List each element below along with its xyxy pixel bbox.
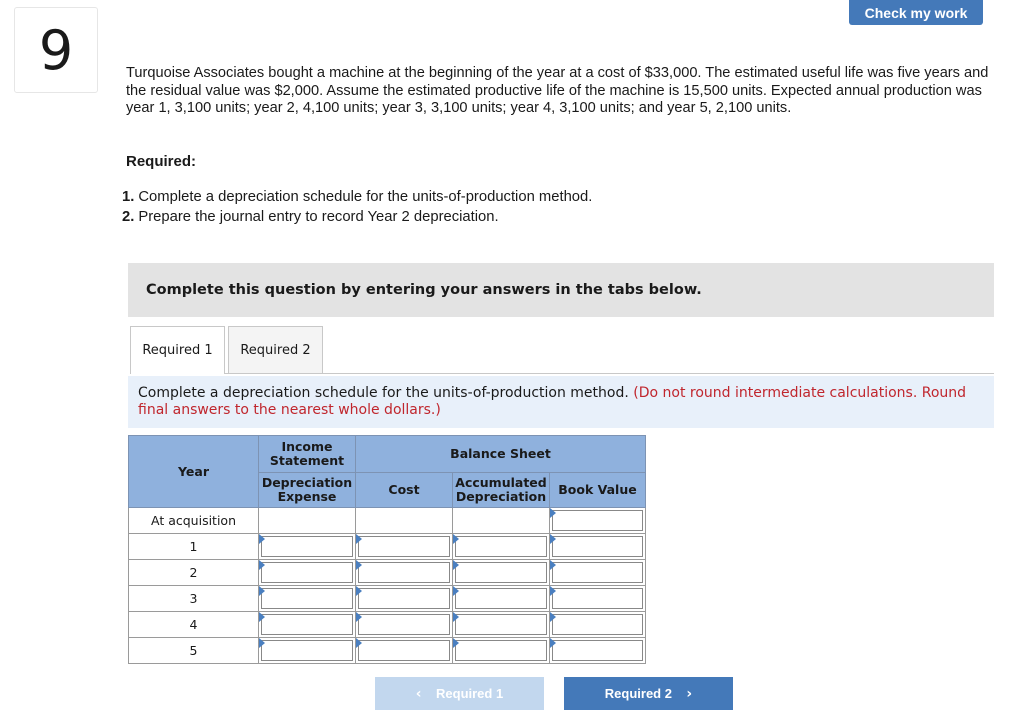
input-box[interactable] xyxy=(261,614,353,635)
cost-input[interactable] xyxy=(356,638,453,664)
tab-divider xyxy=(225,373,994,374)
depreciation-expense-input[interactable] xyxy=(259,586,356,612)
input-marker-icon xyxy=(550,638,556,648)
input-marker-icon xyxy=(356,560,362,570)
empty-cell xyxy=(356,508,453,534)
header-income-statement: Income Statement xyxy=(259,436,356,473)
header-cost: Cost xyxy=(356,473,453,508)
input-marker-icon xyxy=(550,534,556,544)
table-row xyxy=(129,508,646,534)
chevron-left-icon: ‹ xyxy=(415,685,422,702)
input-marker-icon xyxy=(259,638,265,648)
check-my-work-button[interactable]: Check my work xyxy=(849,0,983,25)
input-box[interactable] xyxy=(261,536,353,557)
depreciation-expense-input[interactable] xyxy=(259,612,356,638)
input-marker-icon xyxy=(259,586,265,596)
accumulated-depreciation-input[interactable] xyxy=(453,586,550,612)
year-cell: 1 xyxy=(129,534,259,560)
input-marker-icon xyxy=(550,560,556,570)
header-balance-sheet: Balance Sheet xyxy=(356,436,646,473)
input-marker-icon xyxy=(356,638,362,648)
year-cell: At acquisition xyxy=(129,508,259,534)
input-box[interactable] xyxy=(261,640,353,661)
table-row xyxy=(129,560,646,586)
input-box[interactable] xyxy=(358,536,450,557)
input-box[interactable] xyxy=(358,562,450,583)
year-cell: 5 xyxy=(129,638,259,664)
required-steps xyxy=(122,188,592,227)
input-marker-icon xyxy=(453,534,459,544)
table-row xyxy=(129,586,646,612)
instruction-note: (Do not round intermediate calculations. Round final answers to the nearest whole dollars.) xyxy=(138,385,967,418)
input-box[interactable] xyxy=(358,588,450,609)
tab-required-2[interactable]: Required 2 xyxy=(228,326,323,374)
input-box[interactable] xyxy=(358,614,450,635)
accumulated-depreciation-input[interactable] xyxy=(453,534,550,560)
next-required-2-button[interactable] xyxy=(564,677,733,710)
input-box[interactable] xyxy=(552,562,643,583)
header-accumulated-depreciation: Accumulated Depreciation xyxy=(453,473,550,508)
year-cell: 4 xyxy=(129,612,259,638)
year-cell: 3 xyxy=(129,586,259,612)
input-marker-icon xyxy=(259,560,265,570)
depreciation-expense-input[interactable] xyxy=(259,638,356,664)
step-number: 2. xyxy=(122,208,135,225)
input-box[interactable] xyxy=(552,640,643,661)
input-marker-icon xyxy=(259,612,265,622)
depreciation-schedule-table xyxy=(128,435,646,664)
cost-input[interactable] xyxy=(356,612,453,638)
step-item xyxy=(122,208,592,228)
input-box[interactable] xyxy=(552,588,643,609)
input-marker-icon xyxy=(259,534,265,544)
book-value-input[interactable] xyxy=(550,586,646,612)
input-marker-icon xyxy=(356,586,362,596)
instruction-main: Complete a depreciation schedule for the units-of-production method. xyxy=(138,385,629,401)
chevron-right-icon: › xyxy=(686,685,693,702)
input-box[interactable] xyxy=(261,588,353,609)
tab-instruction xyxy=(128,376,994,428)
input-marker-icon xyxy=(550,612,556,622)
table-row xyxy=(129,612,646,638)
required-heading: Required: xyxy=(126,153,197,170)
input-marker-icon xyxy=(356,612,362,622)
header-book-value: Book Value xyxy=(550,473,646,508)
input-box[interactable] xyxy=(552,536,643,557)
depreciation-expense-input[interactable] xyxy=(259,534,356,560)
step-text: Complete a depreciation schedule for the units-of-production method. xyxy=(138,189,593,205)
table-row xyxy=(129,638,646,664)
input-marker-icon xyxy=(453,560,459,570)
input-marker-icon xyxy=(356,534,362,544)
input-marker-icon xyxy=(453,586,459,596)
accumulated-depreciation-input[interactable] xyxy=(453,612,550,638)
cost-input[interactable] xyxy=(356,534,453,560)
input-box[interactable] xyxy=(358,640,450,661)
input-box[interactable] xyxy=(455,588,547,609)
depreciation-expense-input[interactable] xyxy=(259,560,356,586)
empty-cell xyxy=(259,508,356,534)
tab-required-1[interactable]: Required 1 xyxy=(130,326,225,374)
question-number: 9 xyxy=(14,7,98,93)
step-text: Prepare the journal entry to record Year 2 depreciation. xyxy=(138,208,499,225)
banner-text: Complete this question by entering your answers in the tabs below. xyxy=(146,282,702,298)
input-box[interactable] xyxy=(455,562,547,583)
accumulated-depreciation-input[interactable] xyxy=(453,638,550,664)
input-marker-icon xyxy=(550,508,556,518)
input-marker-icon xyxy=(453,638,459,648)
instructions-banner xyxy=(128,263,994,317)
book-value-input[interactable] xyxy=(550,534,646,560)
input-marker-icon xyxy=(550,586,556,596)
header-year: Year xyxy=(129,436,259,508)
step-number: 1. xyxy=(122,189,135,205)
input-box[interactable] xyxy=(455,614,547,635)
input-box[interactable] xyxy=(455,640,547,661)
year-cell: 2 xyxy=(129,560,259,586)
book-value-input[interactable] xyxy=(550,508,646,534)
prev-required-1-button[interactable] xyxy=(375,677,544,710)
next-label: Required 2 xyxy=(604,686,672,701)
input-marker-icon xyxy=(453,612,459,622)
cost-input[interactable] xyxy=(356,560,453,586)
problem-text: Turquoise Associates bought a machine at the beginning of the year at a cost of $33,000. The estimated useful life was five years and the residual value was $2,000. Assume the estimated productive life of the machine is 15,500 units. Expected annual production was year 1, 3,100 units; year 2, 4,100 units; year 3, 3,100 units; year 4, 3,100 units; and year 5, 2,100 units. xyxy=(126,65,989,116)
header-depreciation-expense: Depreciation Expense xyxy=(259,473,356,508)
input-box[interactable] xyxy=(261,562,353,583)
book-value-input[interactable] xyxy=(550,560,646,586)
book-value-input[interactable] xyxy=(550,638,646,664)
input-box[interactable] xyxy=(552,614,643,635)
input-box[interactable] xyxy=(455,536,547,557)
book-value-input[interactable] xyxy=(550,612,646,638)
table-row xyxy=(129,534,646,560)
accumulated-depreciation-input[interactable] xyxy=(453,560,550,586)
prev-label: Required 1 xyxy=(436,686,504,701)
step-item xyxy=(122,188,592,208)
input-box[interactable] xyxy=(552,510,643,531)
cost-input[interactable] xyxy=(356,586,453,612)
empty-cell xyxy=(453,508,550,534)
